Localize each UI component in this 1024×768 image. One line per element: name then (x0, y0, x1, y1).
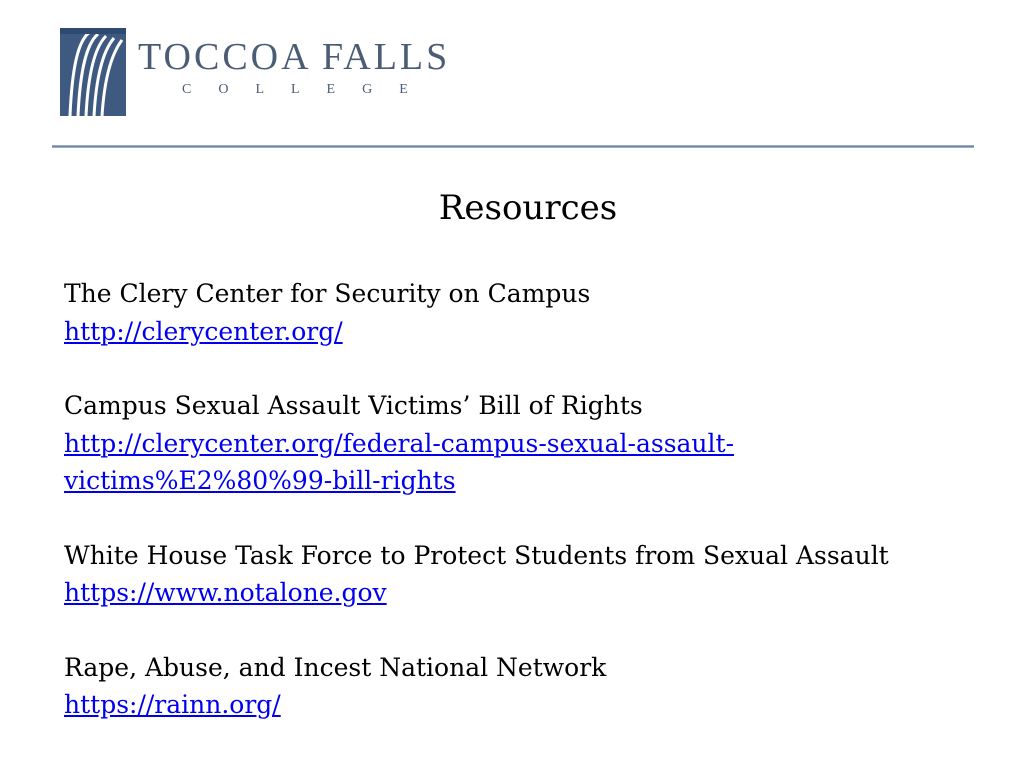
resource-name: Rape, Abuse, and Incest National Network (64, 652, 607, 682)
resource-link-line[interactable]: victims%E2%80%99-bill-rights (64, 466, 456, 495)
waterfall-logo-icon (60, 28, 126, 116)
resource-link-line[interactable]: http://clerycenter.org/federal-campus-sexual-assault- (64, 428, 735, 458)
resource-link[interactable]: https://rainn.org/ (64, 690, 281, 719)
resource-link[interactable]: http://clerycenter.org/ (64, 316, 343, 346)
college-logo (60, 28, 490, 118)
resource-item (64, 275, 964, 350)
logo-college-subtitle: COLLEGE (182, 82, 435, 97)
resource-item (64, 649, 964, 724)
resource-link[interactable] (64, 425, 964, 500)
resource-name: White House Task Force to Protect Students from Sexual Assault (64, 540, 889, 570)
header-divider (52, 145, 974, 148)
resource-name: The Clery Center for Security on Campus (64, 279, 591, 308)
resource-item (64, 387, 964, 500)
resource-name: Campus Sexual Assault Victims’ Bill of Rights (64, 391, 643, 420)
resource-link[interactable]: https://www.notalone.gov (64, 578, 387, 607)
slide-title: Resources (438, 188, 618, 228)
resource-list (64, 275, 964, 761)
resource-item (64, 537, 964, 612)
logo-college-name: TOCCOA FALLS (138, 36, 451, 78)
